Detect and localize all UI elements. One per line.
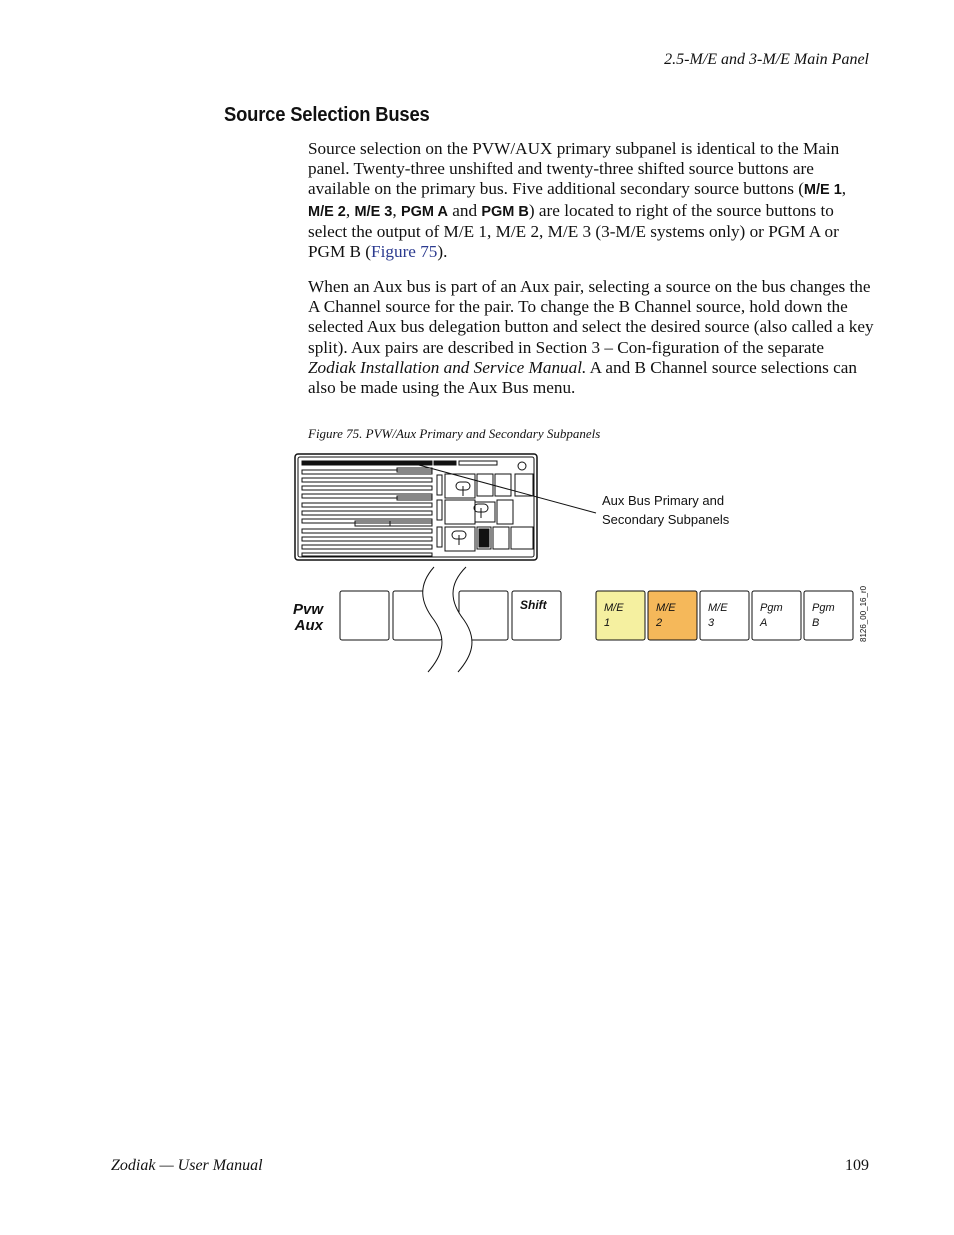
button-name-me1: M/E 1 [803,182,842,199]
manual-title: Zodiak Installation and Service Manual. [308,357,587,377]
secondary-button-label: M/E [604,602,624,614]
figure-caption: Figure 75. PVW/Aux Primary and Secondary Subpanels [308,426,601,441]
secondary-button-me2[interactable] [648,591,697,640]
secondary-button-label: 2 [656,617,663,629]
secondary-button-label: 3 [708,617,715,629]
button-name-me2: M/E 2 [308,203,346,220]
paragraph1-text-c: ). [437,242,448,262]
paragraph-aux-pair [308,277,874,398]
secondary-button-pgm-a[interactable] [752,591,801,640]
paragraph1-text-b: ) are located to right of the source buttons to select the output of M/E 1, M/E 2, M/E 3 (3-M/E systems only) or PGM A or PGM B ( [308,200,839,262]
shift-label: Shift [520,598,547,612]
figure-75-link[interactable]: Figure 75 [371,242,438,262]
callout-label-line1: Aux Bus Primary and [602,493,725,508]
running-header: 2.5-M/E and 3-M/E Main Panel [664,51,869,68]
secondary-button-label: Pgm [812,602,835,614]
button-name-me3: M/E 3 [354,203,393,220]
separator: , [392,200,401,220]
callout-leader [404,461,596,513]
pvw-aux-figure [280,450,880,680]
callout-label-line2: Secondary Subpanels [602,512,730,527]
paragraph2-text-a: When an Aux bus is part of an Aux pair, selecting a source on the bus changes the A Channel source for the pair. To change the B Channel source, hold down the selected Aux bus delegation button and select the desired source (also called a key split). Aux pairs are described in Section 3 – Con-figuration of the separate [308,277,874,357]
secondary-button-pgm-b[interactable] [804,591,853,640]
secondary-button-label: A [760,617,768,629]
separator: , [345,200,355,220]
secondary-subpanel-mini [445,474,533,551]
secondary-button-label: 1 [604,617,611,629]
secondary-button-label: M/E [656,602,676,614]
separator: , [841,179,847,199]
art-id: 8126_00_16_r0 [859,585,868,642]
button-name-pgmb: PGM B [481,203,529,220]
secondary-button-label: B [812,617,820,629]
footer-manual-title: Zodiak — User Manual [111,1157,263,1174]
source-rows [302,468,442,556]
section-title: Source Selection Buses [224,104,430,126]
secondary-source-buttons [596,591,853,640]
paragraph1-text-a: Source selection on the PVW/AUX primary subpanel is identical to the Main panel. Twenty-three unshifted and twenty-three shifted source buttons are available on the primary bus. Five additional secondary source buttons ( [308,139,840,199]
paragraph2-text-b: A and B Channel source selections can also be made using the Aux Bus menu. [308,357,857,398]
secondary-button-label: Pgm [760,602,783,614]
secondary-button-me1[interactable] [596,591,645,640]
subpanel-overview [295,454,537,560]
paragraph-source-selection [308,139,874,262]
secondary-button-label: M/E [708,602,728,614]
secondary-button-me3[interactable] [700,591,749,640]
bus-label-pvw: Pvw [292,601,323,618]
separator: and [447,200,482,220]
page-number: 109 [845,1157,869,1174]
bus-label-aux: Aux [294,617,323,634]
source-button[interactable] [340,591,389,640]
button-name-pgma: PGM A [400,203,448,220]
